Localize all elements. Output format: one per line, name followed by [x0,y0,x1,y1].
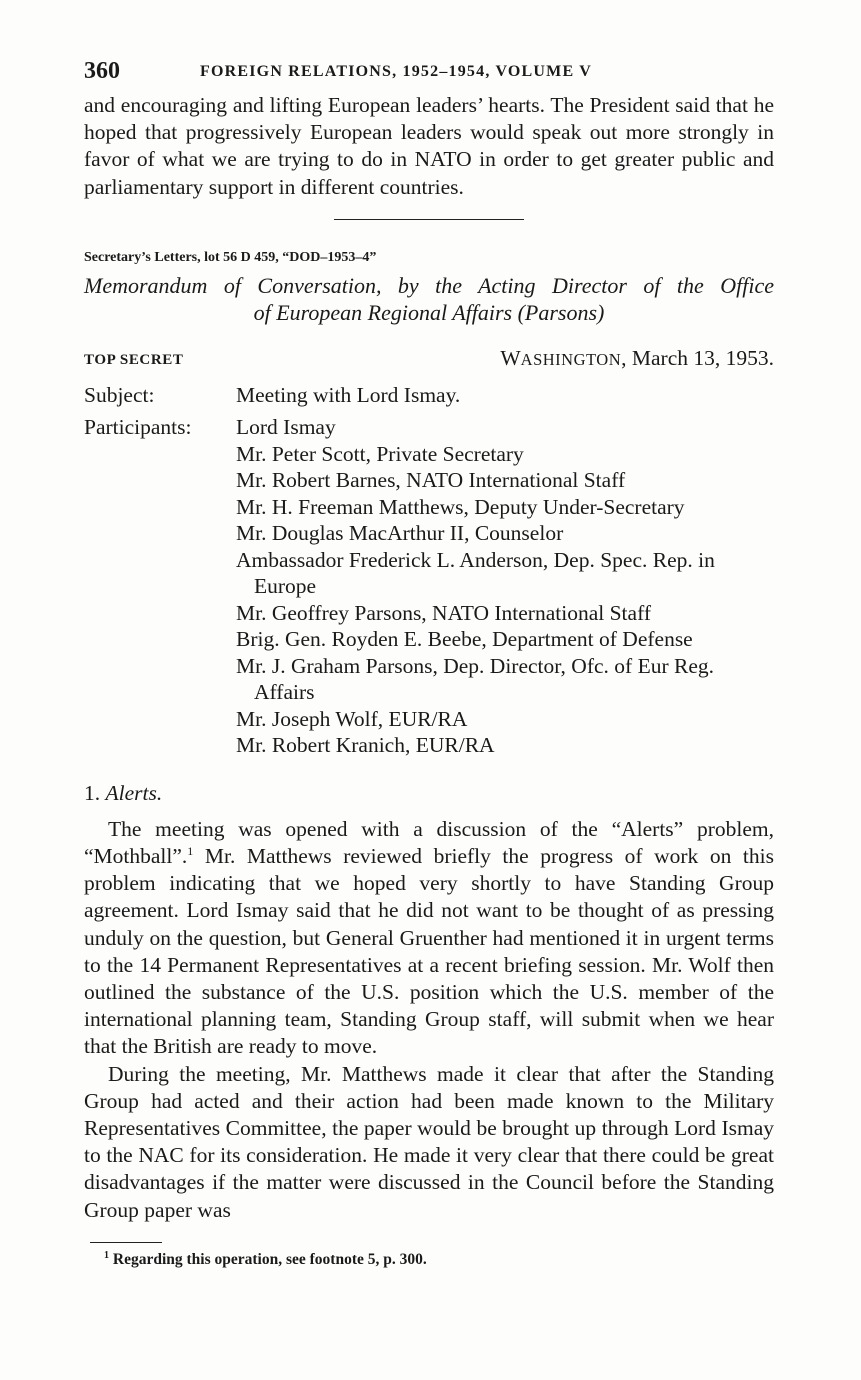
page-header [84,52,774,92]
place-name: ASHINGTON [520,349,622,369]
section-heading [84,781,774,806]
footnote-reference[interactable]: 1 [187,843,194,858]
opening-paragraph: and encouraging and lifting European leaders’ hearts. The President said that he hoped that progressively European leaders would speak out more strongly in favor of what we are trying to do in NATO in order to get greater public and parliamentary support in different countries. [84,93,774,199]
subject-label: Subject: [84,382,155,407]
section-number: 1. [84,780,101,805]
document-title [84,272,774,326]
subject-row [84,382,774,409]
place-initial: W [500,345,521,370]
section-divider [334,219,524,220]
page-number: 360 [84,58,120,84]
document-title-line-2: of European Regional Affairs (Parsons) [253,299,605,325]
document-title-line-1: Memorandum of Conversation, by the Acting Director of the Office [84,272,774,298]
participant-item: Mr. Geoffrey Parsons, NATO International Staff [236,600,651,625]
footnote-divider [90,1242,162,1243]
participants-label: Participants: [84,415,192,440]
participant-item: Mr. Douglas MacArthur II, Counselor [236,521,564,546]
document-page [84,52,774,1269]
date: , March 13, 1953. [621,345,774,370]
participant-item: Brig. Gen. Royden E. Beebe, Department of Defense [236,627,693,652]
classification-line [84,346,774,376]
participants-list [236,414,774,759]
participant-item: Mr. Peter Scott, Private Secretary [236,441,524,466]
participant-item: Lord Ismay [236,415,336,440]
paragraph-1-rest: Mr. Matthews reviewed briefly the progress of work on this problem indicating that we hoped very shortly to have Standing Group agreement. Lord Ismay said that he did not want to be thought of as pressing unduly on the question, but General Gruenther had mentioned it in urgent terms to the 14 Permanent Representatives at a recent briefing session. Mr. Wolf then outlined the substance of the U.S. position which the U.S. member of the international planning team, Standing Group staff, will submit when we hear that the British are ready to move. [84,844,774,1059]
paragraph-1-start: The meeting was opened with a discussion of the “Alerts” problem, “Mothball”. [84,816,774,869]
body-paragraph-2: During the meeting, Mr. Matthews made it clear that after the Standing Group had acted and their action had been made known to the Military Representatives Committee, the paper would be brought up through Lord Ismay to the NAC for its consideration. He made it very clear that there could be great disadvantages if the matter were discussed in the Council before the Standing Group paper was [84,1061,774,1222]
running-head: FOREIGN RELATIONS, 1952–1954, VOLUME V [200,63,592,80]
footnote-text: Regarding this operation, see footnote 5, p. 300. [109,1250,427,1268]
section-title: Alerts. [105,780,163,805]
participant-item: Mr. H. Freeman Matthews, Deputy Under-Secretary [236,494,685,519]
participant-item: Mr. Joseph Wolf, EUR/RA [236,706,468,731]
footnote [104,1251,774,1269]
source-note: Secretary’s Letters, lot 56 D 459, “DOD–1953–4” [84,249,377,265]
participant-item: Mr. J. Graham Parsons, Dep. Director, Ofc. of Eur Reg. Affairs [236,653,714,705]
participant-item: Mr. Robert Barnes, NATO International Staff [236,468,626,493]
footnote-marker: 1 [104,1249,109,1261]
participant-item: Mr. Robert Kranich, EUR/RA [236,733,495,758]
body-paragraph-1 [84,816,774,1061]
participant-item: Ambassador Frederick L. Anderson, Dep. Spec. Rep. in Europe [236,547,715,599]
subject-text: Meeting with Lord Ismay. [236,382,461,407]
dateline [500,346,774,371]
classification-marking: TOP SECRET [84,351,184,368]
participants-row [84,414,774,759]
